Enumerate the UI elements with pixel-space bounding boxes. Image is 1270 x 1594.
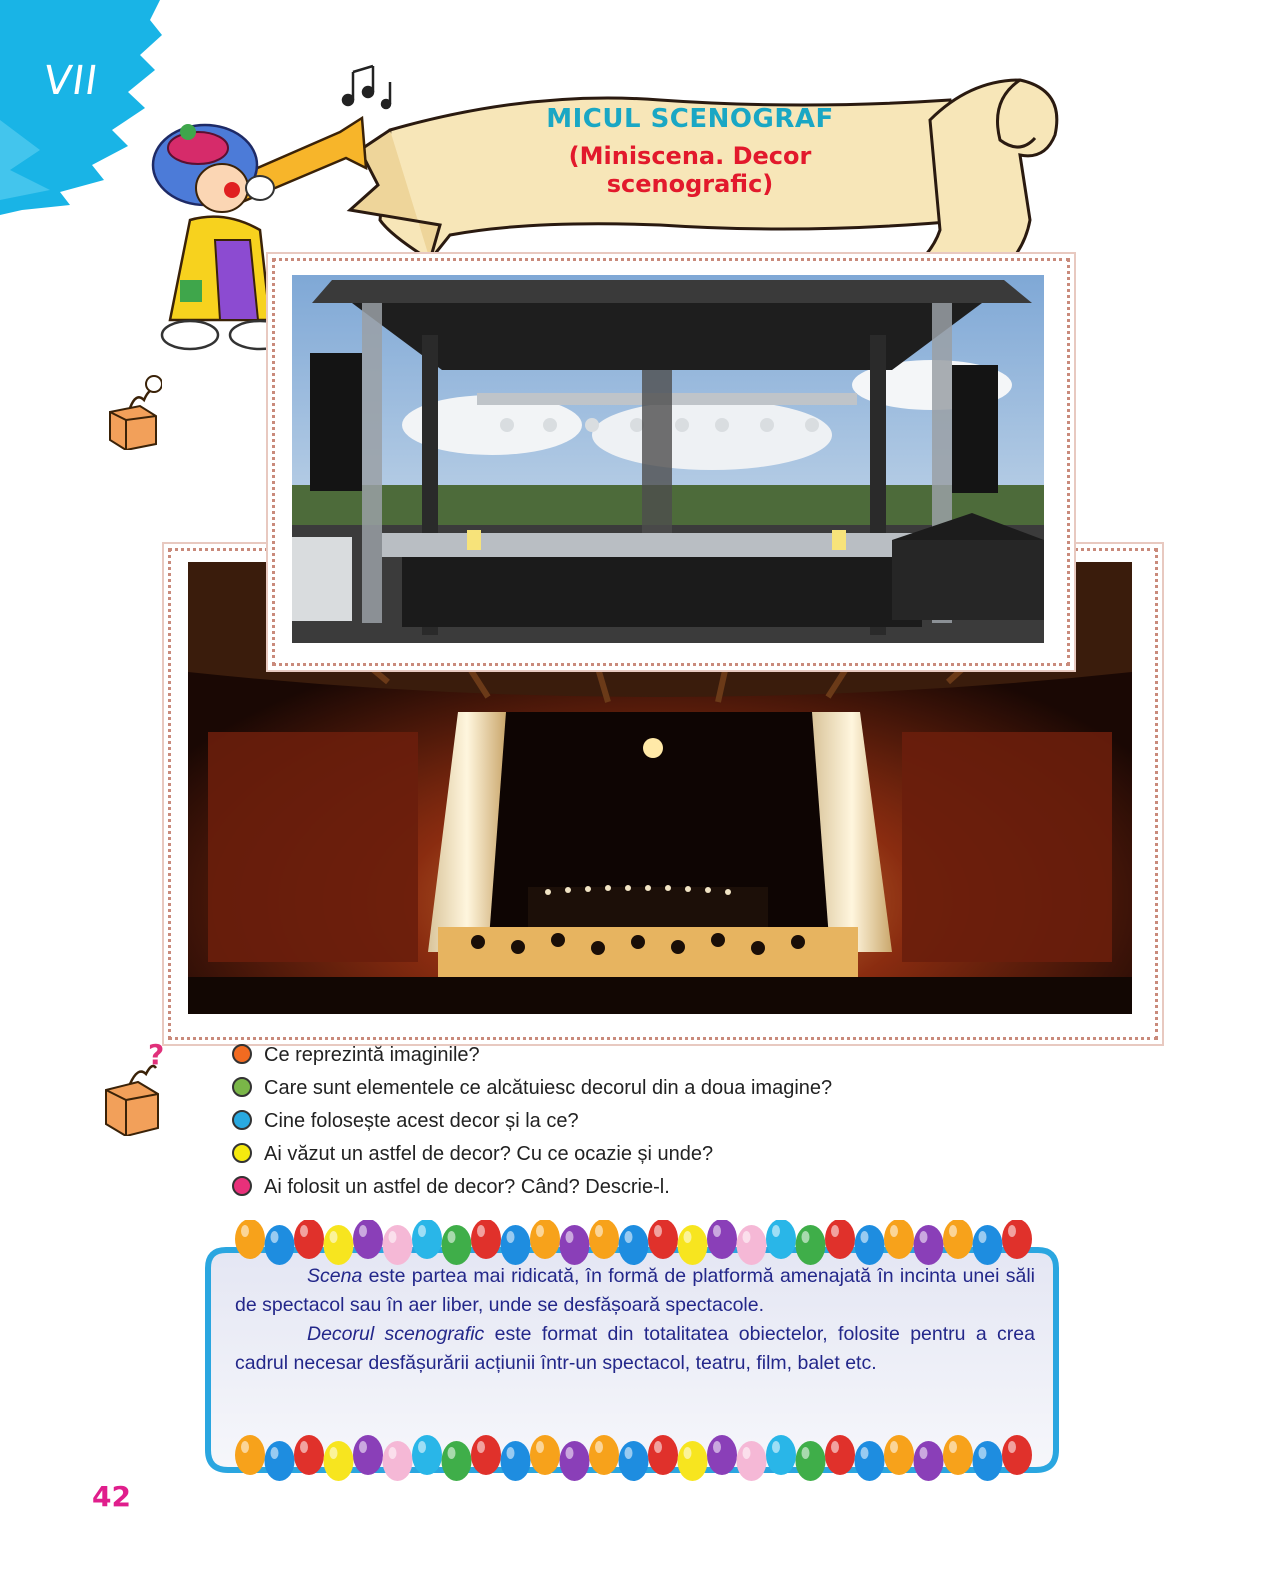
term-scena: Scena xyxy=(307,1265,363,1287)
corner-brush-decoration xyxy=(0,0,170,215)
balloon-icon xyxy=(589,1220,619,1259)
balloon-icon xyxy=(353,1220,383,1259)
balloon-highlight xyxy=(595,1225,603,1237)
outdoor-stage-photo xyxy=(292,275,1044,643)
balloon-highlight xyxy=(713,1441,721,1453)
balloon-highlight xyxy=(389,1447,397,1459)
bullet-dot-icon xyxy=(232,1176,252,1196)
balloon-highlight xyxy=(418,1441,426,1453)
balloon-icon xyxy=(943,1435,973,1475)
balloon-highlight xyxy=(861,1447,869,1459)
balloon-highlight xyxy=(330,1231,338,1243)
balloon-highlight xyxy=(890,1225,898,1237)
balloon-icon xyxy=(412,1435,442,1475)
balloon-highlight xyxy=(920,1231,928,1243)
balloon-highlight xyxy=(359,1225,367,1237)
balloon-highlight xyxy=(241,1441,249,1453)
balloon-icon xyxy=(766,1220,796,1259)
balloon-icon xyxy=(973,1441,1003,1481)
balloon-icon xyxy=(973,1225,1003,1265)
balloon-icon xyxy=(914,1441,944,1481)
balloon-highlight xyxy=(536,1441,544,1453)
question-item: Cine folosește acest decor și la ce? xyxy=(232,1106,992,1139)
balloon-icon xyxy=(530,1435,560,1475)
balloon-icon xyxy=(796,1225,826,1265)
bullet-dot-icon xyxy=(232,1143,252,1163)
balloon-icon xyxy=(471,1220,501,1259)
balloon-icon xyxy=(235,1220,265,1259)
bullet-dot-icon xyxy=(232,1110,252,1130)
balloon-icon xyxy=(825,1435,855,1475)
balloon-highlight xyxy=(448,1447,456,1459)
balloon-highlight xyxy=(536,1225,544,1237)
balloon-highlight xyxy=(831,1225,839,1237)
balloon-icon xyxy=(796,1441,826,1481)
balloon-highlight xyxy=(890,1441,898,1453)
balloon-highlight xyxy=(330,1447,338,1459)
balloon-icon xyxy=(471,1435,501,1475)
questions-list xyxy=(232,1040,992,1205)
balloon-icon xyxy=(678,1225,708,1265)
balloon-icon xyxy=(324,1225,354,1265)
page-number: 42 xyxy=(92,1480,131,1513)
svg-text:?: ? xyxy=(148,1040,165,1071)
balloon-icon xyxy=(265,1225,295,1265)
balloon-icon xyxy=(855,1225,885,1265)
balloon-icon xyxy=(442,1441,472,1481)
balloon-icon xyxy=(501,1441,531,1481)
jack-in-box-icon xyxy=(100,372,162,450)
definition-text xyxy=(235,1262,1035,1378)
balloon-icon xyxy=(412,1220,442,1259)
balloon-icon xyxy=(1002,1220,1032,1259)
balloon-highlight xyxy=(802,1447,810,1459)
balloon-icon xyxy=(648,1435,678,1475)
balloon-icon xyxy=(1002,1435,1032,1475)
balloon-highlight xyxy=(566,1231,574,1243)
balloon-highlight xyxy=(979,1447,987,1459)
balloon-highlight xyxy=(241,1225,249,1237)
balloon-highlight xyxy=(477,1225,485,1237)
balloon-highlight xyxy=(861,1231,869,1243)
chapter-number: VII xyxy=(40,58,102,104)
balloon-icon xyxy=(589,1435,619,1475)
balloon-icon xyxy=(914,1225,944,1265)
balloon-highlight xyxy=(300,1441,308,1453)
balloon-icon xyxy=(353,1435,383,1475)
balloon-highlight xyxy=(271,1231,279,1243)
balloon-highlight xyxy=(448,1231,456,1243)
balloon-highlight xyxy=(949,1225,957,1237)
balloon-highlight xyxy=(684,1231,692,1243)
balloon-highlight xyxy=(595,1441,603,1453)
balloon-highlight xyxy=(1008,1225,1016,1237)
balloon-icon xyxy=(294,1220,324,1259)
balloon-highlight xyxy=(743,1447,751,1459)
balloon-highlight xyxy=(477,1441,485,1453)
balloon-icon xyxy=(560,1441,590,1481)
balloon-icon xyxy=(324,1441,354,1481)
balloon-icon xyxy=(383,1441,413,1481)
page-subtitle: (Miniscena. Decor scenografic) xyxy=(568,142,812,198)
balloon-icon xyxy=(766,1435,796,1475)
balloon-highlight xyxy=(507,1447,515,1459)
balloon-icon xyxy=(707,1435,737,1475)
balloon-icon xyxy=(943,1220,973,1259)
balloon-highlight xyxy=(271,1447,279,1459)
bullet-dot-icon xyxy=(232,1077,252,1097)
balloon-icon xyxy=(442,1225,472,1265)
balloon-highlight xyxy=(507,1231,515,1243)
definition-scena: Scena este partea mai ridicată, în formă de platformă amenajată în incinta unei săli de spectacol sau în aer liber, unde se desfășoară spectacole. xyxy=(235,1265,1035,1316)
balloon-highlight xyxy=(949,1441,957,1453)
balloon-highlight xyxy=(654,1441,662,1453)
balloon-highlight xyxy=(684,1447,692,1459)
balloon-highlight xyxy=(920,1447,928,1459)
balloon-highlight xyxy=(418,1225,426,1237)
balloon-icon xyxy=(530,1220,560,1259)
balloon-highlight xyxy=(566,1447,574,1459)
jack-in-box-question-icon xyxy=(100,1040,172,1136)
balloon-highlight xyxy=(654,1225,662,1237)
balloon-icon xyxy=(235,1435,265,1475)
definition-decor: Decorul scenografic este format din totalitatea obiectelor, folosite pentru a crea cadrul necesar desfășurării acțiunii într-un spectacol, teatru, film, balet etc. xyxy=(235,1323,1035,1374)
term-decor: Decorul scenografic xyxy=(307,1323,485,1345)
balloon-highlight xyxy=(389,1231,397,1243)
page-title: MICUL SCENOGRAF xyxy=(546,104,834,134)
balloon-highlight xyxy=(743,1231,751,1243)
balloon-icon xyxy=(619,1441,649,1481)
balloon-icon xyxy=(678,1441,708,1481)
balloon-icon xyxy=(884,1220,914,1259)
balloon-icon xyxy=(884,1435,914,1475)
balloon-icon xyxy=(855,1441,885,1481)
balloon-icon xyxy=(737,1225,767,1265)
bullet-dot-icon xyxy=(232,1044,252,1064)
balloon-icon xyxy=(619,1225,649,1265)
balloon-highlight xyxy=(625,1447,633,1459)
balloon-highlight xyxy=(359,1441,367,1453)
balloon-highlight xyxy=(300,1225,308,1237)
balloon-highlight xyxy=(1008,1441,1016,1453)
question-item: Ai văzut un astfel de decor? Cu ce ocazie și unde? xyxy=(232,1139,992,1172)
balloon-icon xyxy=(383,1225,413,1265)
balloon-icon xyxy=(707,1220,737,1259)
balloon-icon xyxy=(294,1435,324,1475)
balloon-icon xyxy=(560,1225,590,1265)
balloon-highlight xyxy=(713,1225,721,1237)
balloon-icon xyxy=(265,1441,295,1481)
balloon-icon xyxy=(825,1220,855,1259)
balloon-highlight xyxy=(772,1225,780,1237)
balloon-highlight xyxy=(831,1441,839,1453)
balloon-icon xyxy=(648,1220,678,1259)
balloon-highlight xyxy=(979,1231,987,1243)
question-item: Care sunt elementele ce alcătuiesc decorul din a doua imagine? xyxy=(232,1073,992,1106)
balloon-highlight xyxy=(625,1231,633,1243)
balloon-highlight xyxy=(802,1231,810,1243)
balloon-icon xyxy=(501,1225,531,1265)
balloon-highlight xyxy=(772,1441,780,1453)
balloon-icon xyxy=(737,1441,767,1481)
question-item: Ce reprezintă imaginile? xyxy=(232,1040,992,1073)
question-item: Ai folosit un astfel de decor? Când? Descrie-l. xyxy=(232,1172,992,1205)
